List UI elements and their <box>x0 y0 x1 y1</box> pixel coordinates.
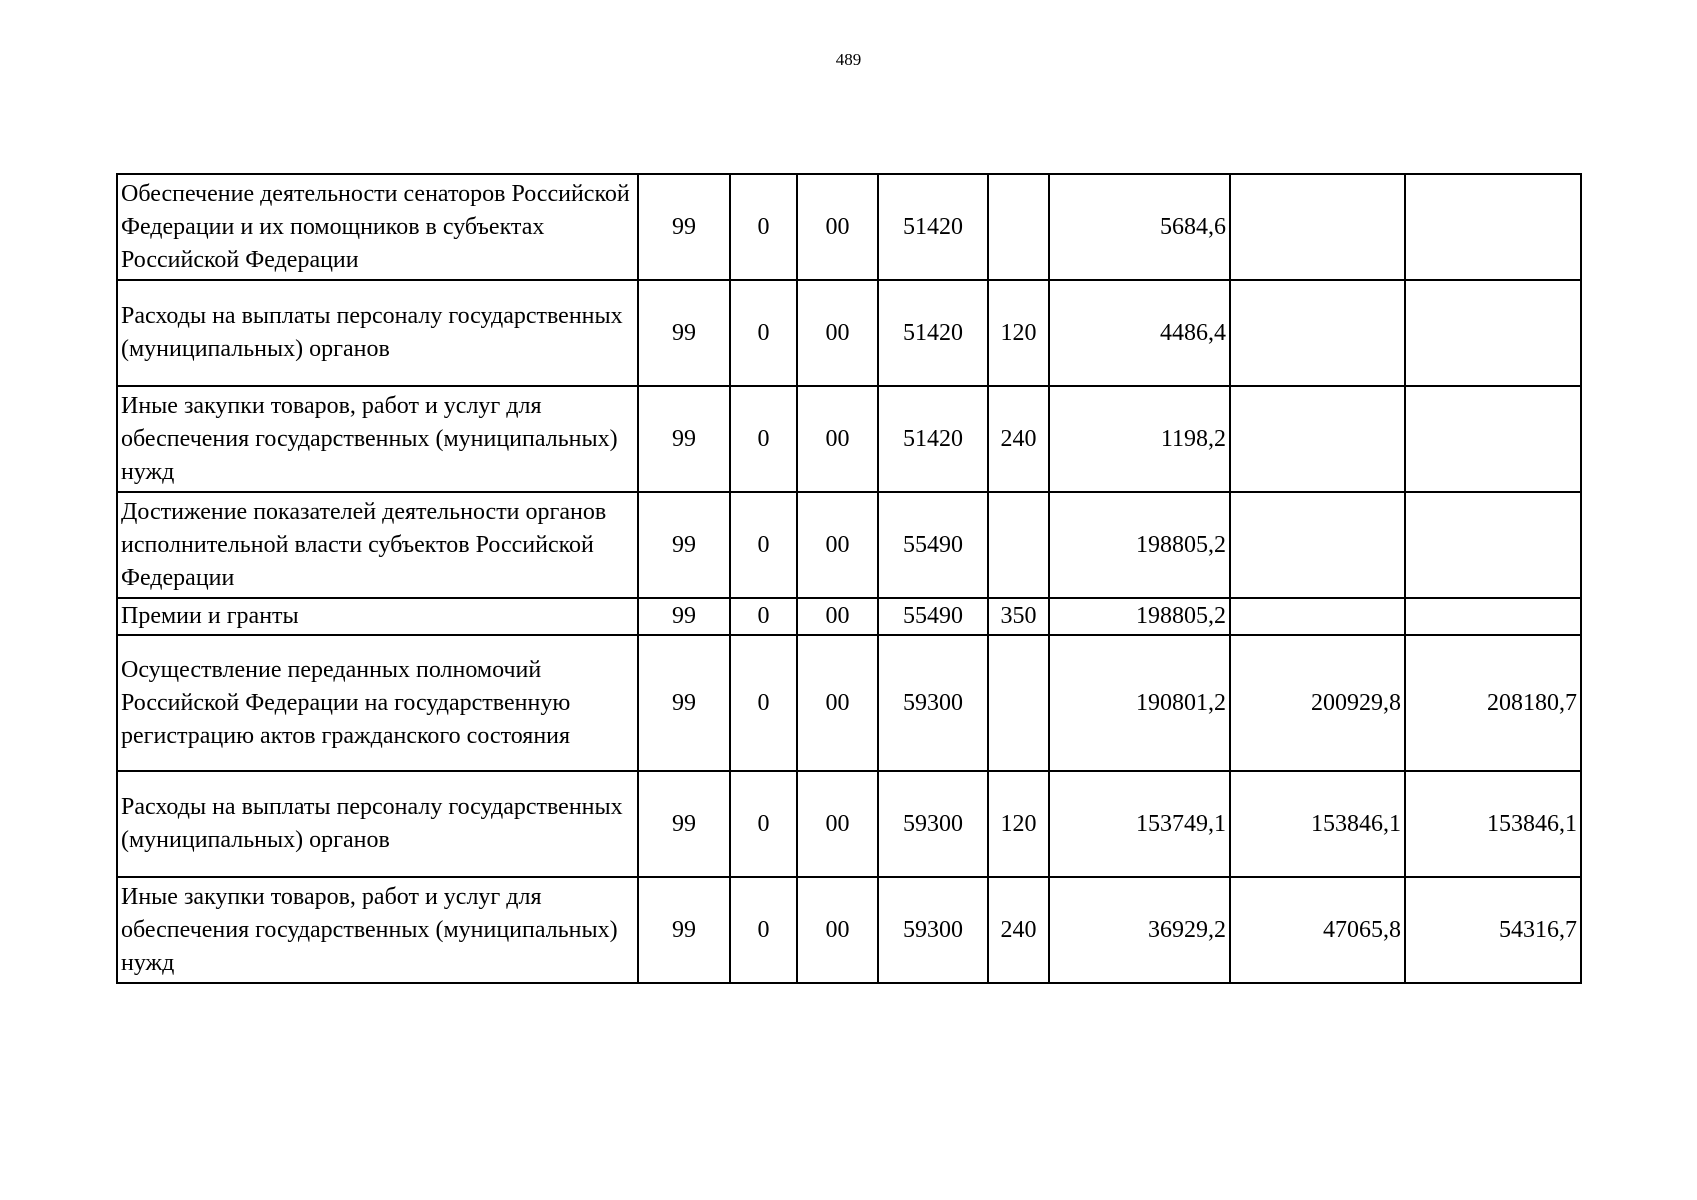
activity-code: 00 <box>797 386 878 492</box>
table-row <box>117 877 1581 983</box>
table-row <box>117 771 1581 877</box>
expense-type-code: 240 <box>988 877 1049 983</box>
subprogram-code: 0 <box>730 598 797 635</box>
program-code: 99 <box>638 174 730 280</box>
direction-code: 59300 <box>878 771 988 877</box>
row-name: Расходы на выплаты персоналу государственных (муниципальных) органов <box>117 771 638 877</box>
amount-year-2: 200929,8 <box>1230 635 1405 771</box>
row-name: Иные закупки товаров, работ и услуг для обеспечения государственных (муниципальных) нужд <box>117 386 638 492</box>
table-row <box>117 386 1581 492</box>
amount-year-1: 5684,6 <box>1049 174 1230 280</box>
program-code: 99 <box>638 492 730 598</box>
program-code: 99 <box>638 877 730 983</box>
amount-year-2: 153846,1 <box>1230 771 1405 877</box>
program-code: 99 <box>638 386 730 492</box>
program-code: 99 <box>638 771 730 877</box>
table-row <box>117 280 1581 386</box>
direction-code: 55490 <box>878 492 988 598</box>
row-name: Расходы на выплаты персоналу государственных (муниципальных) органов <box>117 280 638 386</box>
amount-year-3: 153846,1 <box>1405 771 1581 877</box>
row-name: Достижение показателей деятельности органов исполнительной власти субъектов Российской Федерации <box>117 492 638 598</box>
amount-year-1: 36929,2 <box>1049 877 1230 983</box>
subprogram-code: 0 <box>730 635 797 771</box>
activity-code: 00 <box>797 280 878 386</box>
activity-code: 00 <box>797 174 878 280</box>
amount-year-3 <box>1405 386 1581 492</box>
page-number: 489 <box>835 50 862 69</box>
subprogram-code: 0 <box>730 386 797 492</box>
program-code: 99 <box>638 598 730 635</box>
amount-year-1: 4486,4 <box>1049 280 1230 386</box>
activity-code: 00 <box>797 771 878 877</box>
activity-code: 00 <box>797 877 878 983</box>
amount-year-2 <box>1230 280 1405 386</box>
expense-type-code: 120 <box>988 280 1049 386</box>
expense-type-code: 120 <box>988 771 1049 877</box>
table-row <box>117 174 1581 280</box>
amount-year-3 <box>1405 598 1581 635</box>
direction-code: 59300 <box>878 877 988 983</box>
row-name: Обеспечение деятельности сенаторов Российской Федерации и их помощников в субъектах Российской Федерации <box>117 174 638 280</box>
expense-type-code <box>988 174 1049 280</box>
subprogram-code: 0 <box>730 771 797 877</box>
amount-year-2: 47065,8 <box>1230 877 1405 983</box>
activity-code: 00 <box>797 492 878 598</box>
amount-year-3: 54316,7 <box>1405 877 1581 983</box>
amount-year-1: 190801,2 <box>1049 635 1230 771</box>
expense-type-code <box>988 492 1049 598</box>
amount-year-3 <box>1405 280 1581 386</box>
direction-code: 55490 <box>878 598 988 635</box>
direction-code: 51420 <box>878 386 988 492</box>
expense-type-code <box>988 635 1049 771</box>
subprogram-code: 0 <box>730 492 797 598</box>
amount-year-2 <box>1230 174 1405 280</box>
direction-code: 51420 <box>878 280 988 386</box>
amount-year-1: 153749,1 <box>1049 771 1230 877</box>
amount-year-1: 1198,2 <box>1049 386 1230 492</box>
subprogram-code: 0 <box>730 877 797 983</box>
amount-year-2 <box>1230 386 1405 492</box>
amount-year-3 <box>1405 492 1581 598</box>
program-code: 99 <box>638 280 730 386</box>
amount-year-3: 208180,7 <box>1405 635 1581 771</box>
amount-year-2 <box>1230 492 1405 598</box>
program-code: 99 <box>638 635 730 771</box>
table-row <box>117 492 1581 598</box>
budget-table <box>116 173 1582 984</box>
amount-year-3 <box>1405 174 1581 280</box>
activity-code: 00 <box>797 598 878 635</box>
row-name: Осуществление переданных полномочий Российской Федерации на государственную регистрацию актов гражданского состояния <box>117 635 638 771</box>
table-row <box>117 598 1581 635</box>
amount-year-1: 198805,2 <box>1049 492 1230 598</box>
expense-type-code: 240 <box>988 386 1049 492</box>
direction-code: 51420 <box>878 174 988 280</box>
table-row <box>117 635 1581 771</box>
subprogram-code: 0 <box>730 174 797 280</box>
amount-year-2 <box>1230 598 1405 635</box>
activity-code: 00 <box>797 635 878 771</box>
row-name: Иные закупки товаров, работ и услуг для обеспечения государственных (муниципальных) нужд <box>117 877 638 983</box>
expense-type-code: 350 <box>988 598 1049 635</box>
row-name: Премии и гранты <box>117 598 638 635</box>
amount-year-1: 198805,2 <box>1049 598 1230 635</box>
direction-code: 59300 <box>878 635 988 771</box>
subprogram-code: 0 <box>730 280 797 386</box>
